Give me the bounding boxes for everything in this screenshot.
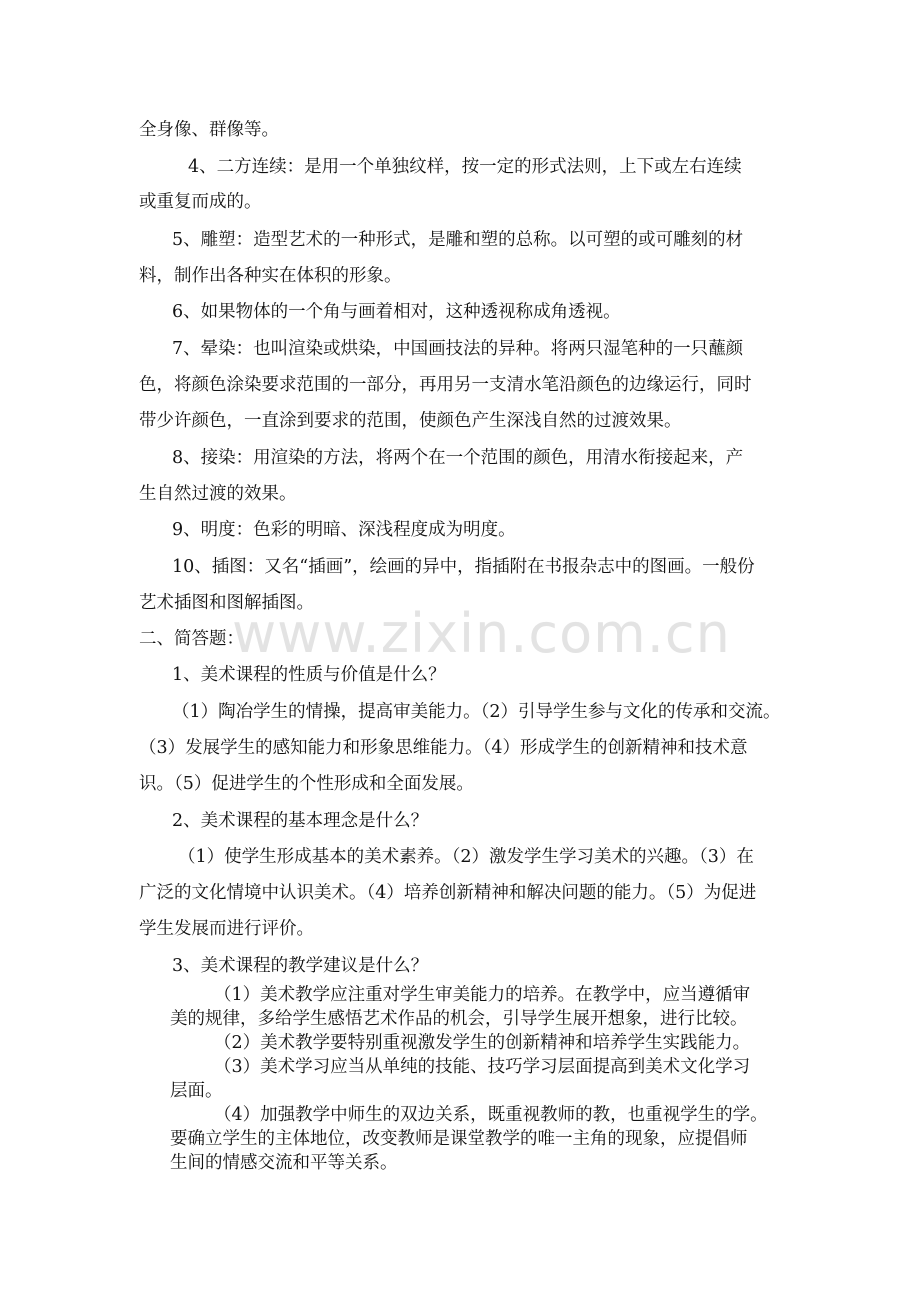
- text-line: 学生发展而进行评价。: [139, 919, 314, 939]
- text-line: 美的规律，多给学生感悟艺术作品的机会，引导学生展开想象，进行比较。: [170, 1009, 748, 1029]
- text-line: 8、接染：用渲染的方法，将两个在一个范围的颜色，用清水衔接起来，产: [172, 448, 744, 468]
- text-line: 4、二方连续：是用一个单独纹样，按一定的形式法则，上下或左右连续: [188, 157, 742, 177]
- question-heading: 2、美术课程的基本理念是什么？: [172, 811, 429, 831]
- text-line: （1）陶冶学生的情操，提高审美能力。（2）引导学生参与文化的传承和交流。: [172, 702, 781, 722]
- text-line: （1）美术教学应注重对学生审美能力的培养。在教学中，应当遵循审: [214, 985, 751, 1005]
- text-line: 生自然过渡的效果。: [139, 484, 297, 504]
- text-line: 层面。: [170, 1081, 223, 1101]
- text-line: 带少许颜色，一直涂到要求的范围，使颜色产生深浅自然的过渡效果。: [139, 411, 682, 431]
- text-line: 艺术插图和图解插图。: [139, 593, 314, 613]
- text-line: 6、如果物体的一个角与画着相对，这种透视称成角透视。: [172, 302, 621, 322]
- text-line: 识。（5）促进学生的个性形成和全面发展。: [139, 774, 474, 794]
- text-line: 要确立学生的主体地位，改变教师是课堂教学的唯一主角的现象，应提倡师: [170, 1129, 748, 1149]
- text-line: 生间的情感交流和平等关系。: [170, 1153, 398, 1173]
- text-line: 全身像、群像等。: [139, 120, 279, 140]
- text-line: 7、晕染：也叫渲染或烘染，中国画技法的异种。将两只湿笔种的一只蘸颜: [172, 339, 744, 359]
- question-heading: 1、美术课程的性质与价值是什么？: [172, 665, 446, 685]
- text-line: （2）美术教学要特别重视激发学生的创新精神和培养学生实践能力。: [214, 1033, 751, 1053]
- question-heading: 3、美术课程的教学建议是什么？: [172, 956, 429, 976]
- section-heading: 二、简答题：: [139, 629, 244, 649]
- text-line: （4）加强教学中师生的双边关系，既重视教师的教，也重视学生的学。: [214, 1105, 768, 1125]
- text-line: （3）美术学习应当从单纯的技能、技巧学习层面提高到美术文化学习: [214, 1057, 751, 1077]
- text-line: 色，将颜色涂染要求范围的一部分，再用另一支清水笔沿颜色的边缘运行，同时: [139, 375, 752, 395]
- text-line: （1）使学生形成基本的美术素养。（2）激发学生学习美术的兴趣。（3）在: [178, 847, 754, 867]
- text-line: 10、插图：又名“插画”，绘画的异中，指插附在书报杂志中的图画。一般份: [172, 557, 755, 577]
- text-line: 5、雕塑：造型艺术的一种形式，是雕和塑的总称。以可塑的或可雕刻的材: [172, 230, 744, 250]
- text-line: 9、明度：色彩的明暗、深浅程度成为明度。: [172, 520, 516, 540]
- watermark: www.zixin.com.cn: [232, 602, 731, 665]
- text-line: 广泛的文化情境中认识美术。（4）培养创新精神和解决问题的能力。（5）为促进: [139, 883, 757, 903]
- text-line: 或重复而成的。: [139, 192, 262, 212]
- text-line: 料，制作出各种实在体积的形象。: [139, 266, 402, 286]
- text-line: （3）发展学生的感知能力和形象思维能力。（4）形成学生的创新精神和技术意: [139, 738, 748, 758]
